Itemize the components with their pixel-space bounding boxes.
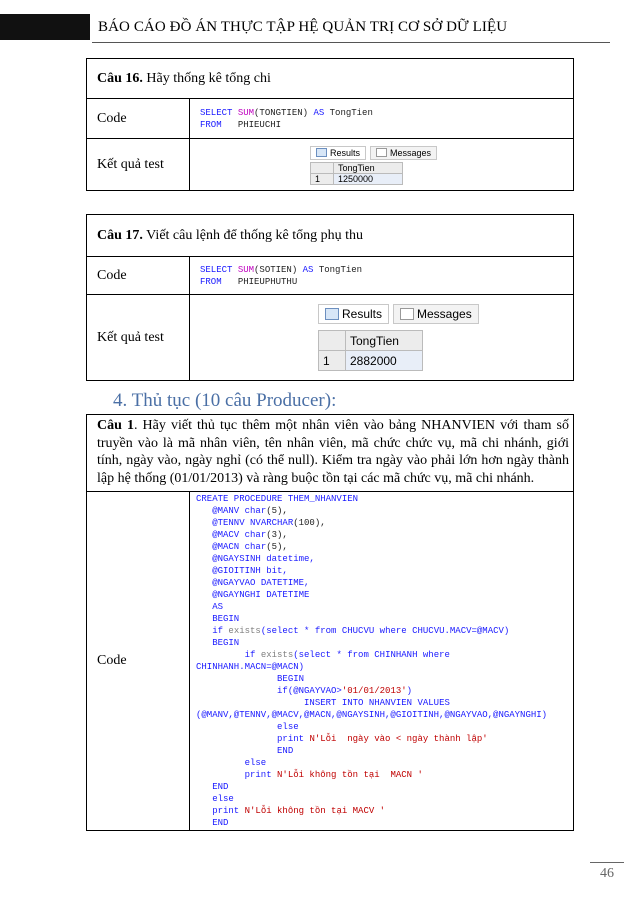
grid-icon [325,308,339,320]
page-number: 46 [600,866,614,881]
header-title: BÁO CÁO ĐỒ ÁN THỰC TẬP HỆ QUẢN TRỊ CƠ SỞ DỮ LIỆU [98,19,508,35]
messages-tab[interactable]: Messages [393,304,479,324]
code-block: SELECT SUM(TONGTIEN) AS TongTien FROM PHIEUCHI [190,99,574,139]
row-number: 1 [311,173,334,184]
section-title: 4. Thủ tục (10 câu Producer): [113,390,337,411]
procedure-code-block: CREATE PROCEDURE THEM_NHANVIEN @MANV char(5), @TENNV NVARCHAR(100), @MACV char(3), @MACN char(5), @NGAYSINH datetime, @GIOITINH bit, @NGAYVAO DATETIME, @NGAYNGHI DATETIME AS BEGIN if exists(select * from CHUCVU where CHUCVU.MACV=@MACV) BEGIN if exists(select * from CHINHANH where CHINHANH.MACN=@MACN) BEGIN if(@NGAYVAO>'01/01/2013') INSERT INTO NHANVIEN VALUES (@MANV,@TENNV,@MACV,@MACN,@NGAYSINH,@GIOITINH,@NGAYVAO,@NGAYNGHI) else print N'Lỗi ngày vào < ngày thành lập' END else print N'Lỗi không tồn tại MACN ' END else print N'Lỗi không tồn tại MACV ' END [190,492,574,831]
result-table [318,330,423,371]
grid-icon [316,148,327,157]
messages-tab[interactable]: Messages [370,146,437,160]
question-16-heading: Câu 16. Hãy thống kê tổng chi [87,59,574,99]
header-divider [92,42,610,43]
question-1-heading: Câu 1. Hãy viết thủ tục thêm một nhân viên vào bảng NHANVIEN với tham số truyền vào là mã nhân viên, tên nhân viên, mã chức chức vụ, mã chi nhánh, giới tính, ngày vào, ngày nghỉ (có thể null). Kiểm tra ngày vào phải lớn hơn ngày thành lập hệ thống (01/01/2013) và ràng buộc tồn tại các mã chức vụ, mã chi nhánh. [87,415,574,492]
messages-icon [376,148,387,157]
code-block: SELECT SUM(SOTIEN) AS TongTien FROM PHIEUPHUTHU [190,257,574,295]
question-1-table [86,414,574,831]
result-grid-cell [190,139,574,191]
result-value[interactable]: 2882000 [346,351,423,371]
result-label: Kết quả test [87,139,190,191]
header-bar [0,14,90,40]
result-grid [310,146,437,185]
column-header: TongTien [346,331,423,351]
column-header: TongTien [334,162,403,173]
code-label: Code [87,99,190,139]
result-grid [318,304,479,371]
code-label: Code [87,492,190,831]
question-17-table [86,214,574,381]
result-value[interactable]: 1250000 [334,173,403,184]
result-grid-cell [190,295,574,381]
result-label: Kết quả test [87,295,190,381]
result-table [310,162,403,185]
question-16-table [86,58,574,191]
row-number: 1 [319,351,346,371]
results-tab[interactable]: Results [310,146,366,160]
footer-divider [590,862,624,863]
question-17-heading: Câu 17. Viết câu lệnh để thống kê tổng phụ thu [87,215,574,257]
code-label: Code [87,257,190,295]
messages-icon [400,308,414,320]
results-tab[interactable]: Results [318,304,389,324]
